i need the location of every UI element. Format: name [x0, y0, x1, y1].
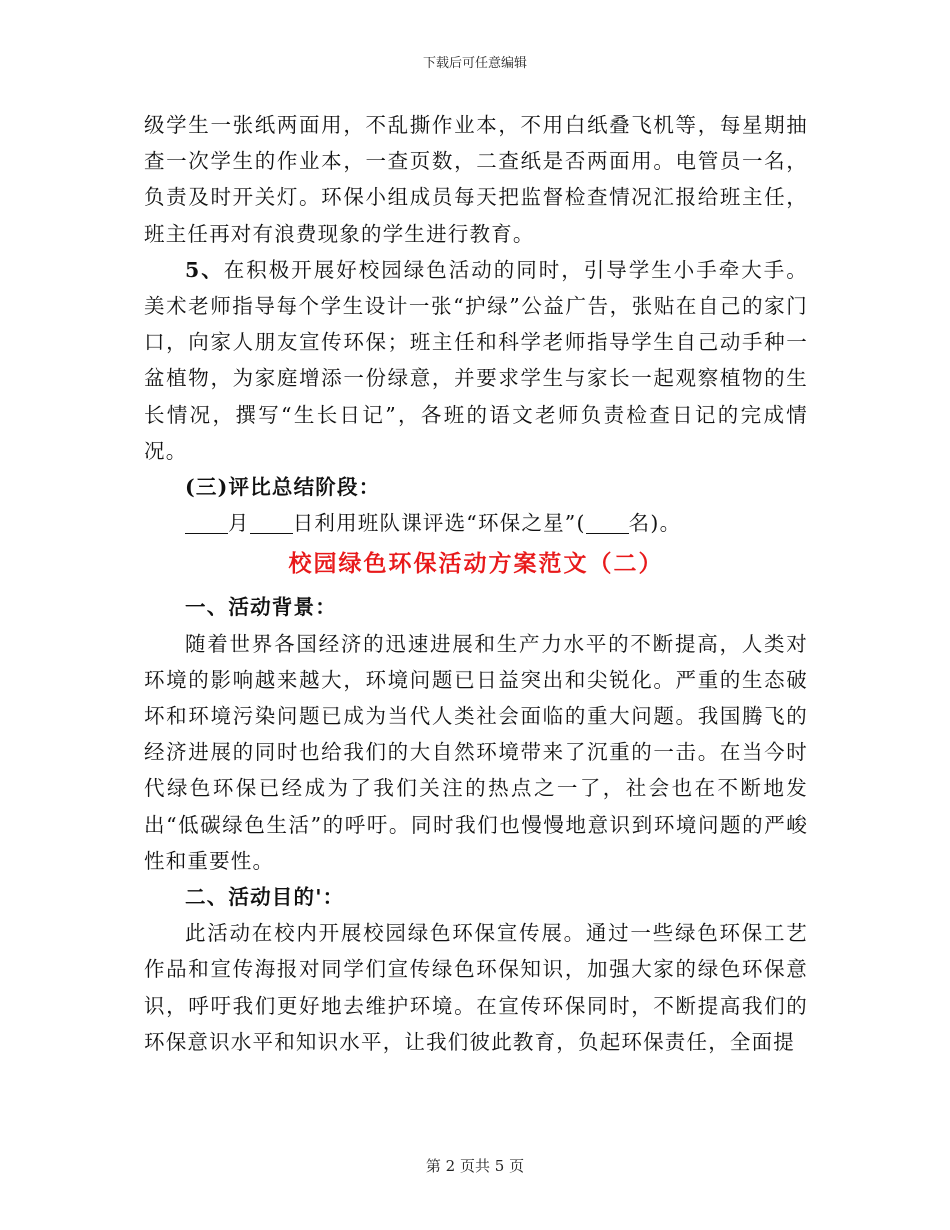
- eval-end-text: 名)。: [628, 511, 682, 536]
- document-title: 校园绿色环保活动方案范文（二）: [288, 551, 664, 578]
- page-header: 下载后可任意编辑: [422, 56, 527, 71]
- section-heading-background: 一、活动背景：: [185, 595, 337, 620]
- document-body: [144, 107, 808, 1060]
- item-number: 5、: [185, 257, 224, 282]
- evaluation-line: [144, 505, 808, 541]
- paragraph-continued: 级学生一张纸两面用，不乱撕作业本，不用白纸叠飞机等，每星期抽查一次学生的作业本，一查页数，二查纸是否两面用。电管员一名，负责及时开关灯。环保小组成员每天把监督检查情况汇报给班主任，班主任再对有浪费现象的学生进行教育。: [144, 113, 808, 246]
- blank-month: [185, 511, 228, 534]
- paragraph-background: 随着世界各国经济的迅速进展和生产力水平的不断提高，人类对环境的影响越来越大，环境问题已日益突出和尖锐化。严重的生态破坏和环境污染问题已成为当代人类社会面临的重大问题。我国腾飞的经济进展的同时也给我们的大自然环境带来了沉重的一击。在当今时代绿色环保已经成为了我们关注的热点之一了，社会也在不断地发出“低碳绿色生活”的呼吁。同时我们也慢慢地意识到环境问题的严峻性和重要性。: [144, 631, 808, 873]
- page-footer: 第 2 页共 5 页: [425, 1157, 525, 1175]
- paragraph-item-5: [144, 252, 808, 469]
- eval-month-label: 月: [228, 511, 250, 536]
- section-heading-goal: 二、活动目的'：: [185, 885, 345, 910]
- item-text: 在积极开展好校园绿色活动的同时，引导学生小手牵大手。美术老师指导每个学生设计一张“护绿”公益广告，张贴在自己的家门口，向家人朋友宣传环保；班主任和科学老师指导学生自己动手种一盆植物，为家庭增添一份绿意，并要求学生与家长一起观察植物的生长情况，撰写“生长日记”，各班的语文老师负责检查日记的完成情况。: [144, 257, 809, 463]
- blank-count: [586, 511, 629, 534]
- eval-day-text: 日利用班队课评选“环保之星”(: [292, 511, 586, 536]
- paragraph-goal: 此活动在校内开展校园绿色环保宣传展。通过一些绿色环保工艺作品和宣传海报对同学们宣传绿色环保知识，加强大家的绿色环保意识，呼吁我们更好地去维护环境。在宣传环保同时，不断提高我们的环保意识水平和知识水平，让我们彼此教育，负起环保责任，全面提: [144, 921, 808, 1054]
- blank-day: [250, 511, 293, 534]
- section-heading-evaluation: (三)评比总结阶段：: [185, 475, 381, 500]
